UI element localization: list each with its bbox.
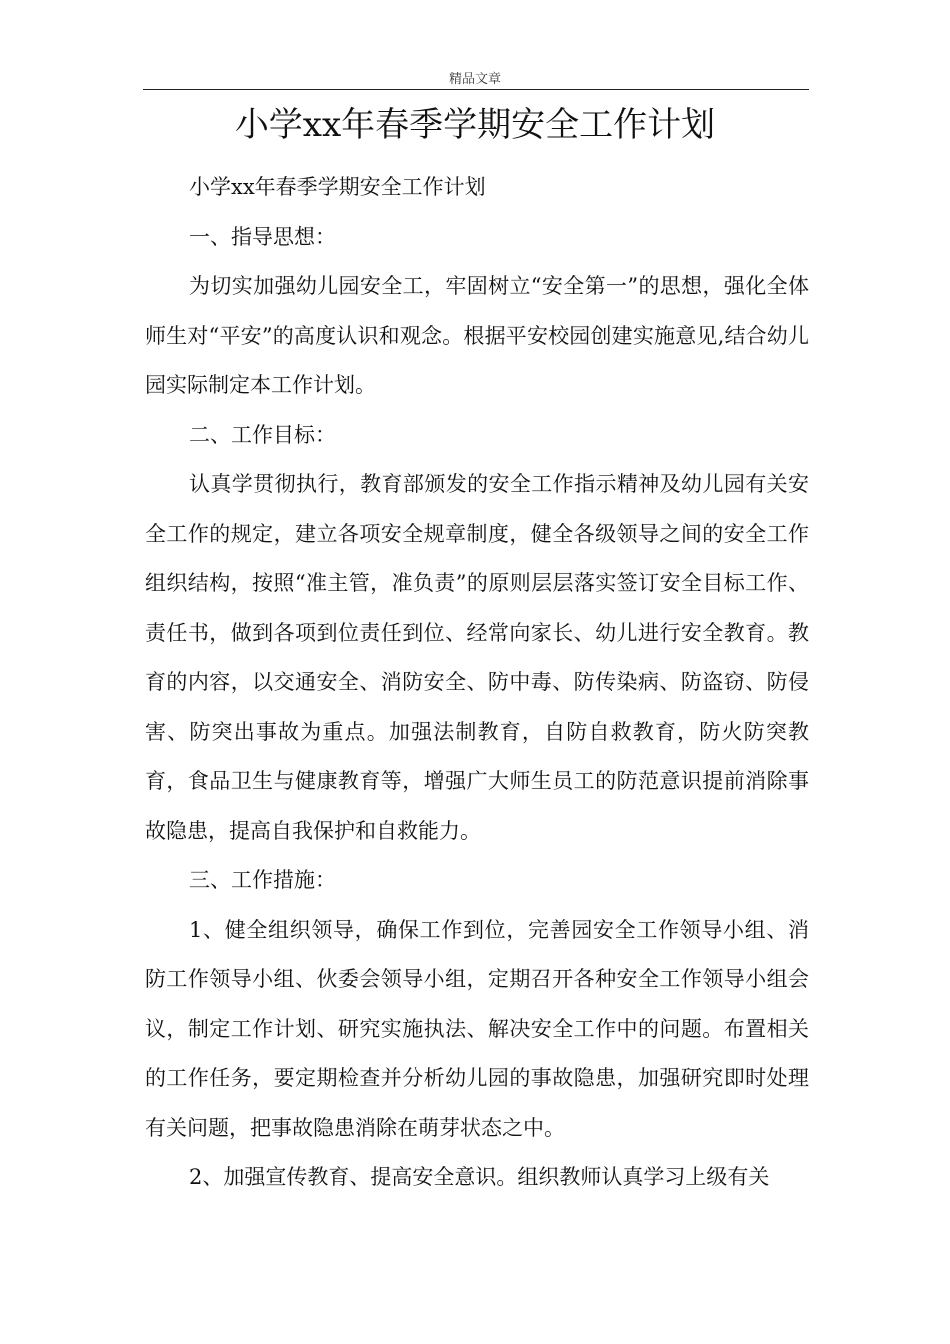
- section-heading-guiding-ideology: 一、指导思想：: [189, 224, 336, 249]
- document-body: [145, 163, 809, 1203]
- section-heading-work-goals: 二、工作目标：: [189, 422, 336, 447]
- document-title: 小学xx年春季学期安全工作计划: [234, 105, 716, 145]
- section-heading-work-measures: 三、工作措施：: [189, 868, 336, 892]
- paragraph-measure-2: 2、加强宣传教育、提高安全意识。组织教师认真学习上级有关: [189, 1165, 770, 1189]
- paragraph-subtitle: 小学xx年春季学期安全工作计划: [189, 175, 486, 199]
- paragraph-measure-1: 1、健全组织领导，确保工作到位，完善园安全工作领导小组、消防工作领导小组、伙委会领导小组，定期召开各种安全工作领导小组会议，制定工作计划、研究实施执法、解决安全工作中的问题。布置相关的工作任务，要定期检查并分析幼儿园的事故隐患，加强研究即时处理有关问题，把事故隐患消除在萌芽状态之中。: [145, 917, 809, 1140]
- paragraph-guiding-ideology: 为切实加强幼儿园安全工，牢固树立“安全第一”的思想，强化全体师生对“平安”的高度认识和观念。根据平安校园创建实施意见,结合幼儿园实际制定本工作计划。: [145, 274, 809, 397]
- header-divider: [143, 89, 809, 90]
- paragraph-work-goals: 认真学贯彻执行，教育部颁发的安全工作指示精神及幼儿园有关安全工作的规定，建立各项安全规章制度，健全各级领导之间的安全工作组织结构，按照“准主管，准负责”的原则层层落实签订安全目标工作、责任书，做到各项到位责任到位、经常向家长、幼儿进行安全教育。教育的内容，以交通安全、消防安全、防中毒、防传染病、防盗窃、防侵害、防突出事故为重点。加强法制教育，自防自救教育，防火防突教育，食品卫生与健康教育等，增强广大师生员工的防范意识提前消除事故隐患，提高自我保护和自救能力。: [145, 472, 809, 843]
- header-label: 精品文章: [448, 72, 501, 87]
